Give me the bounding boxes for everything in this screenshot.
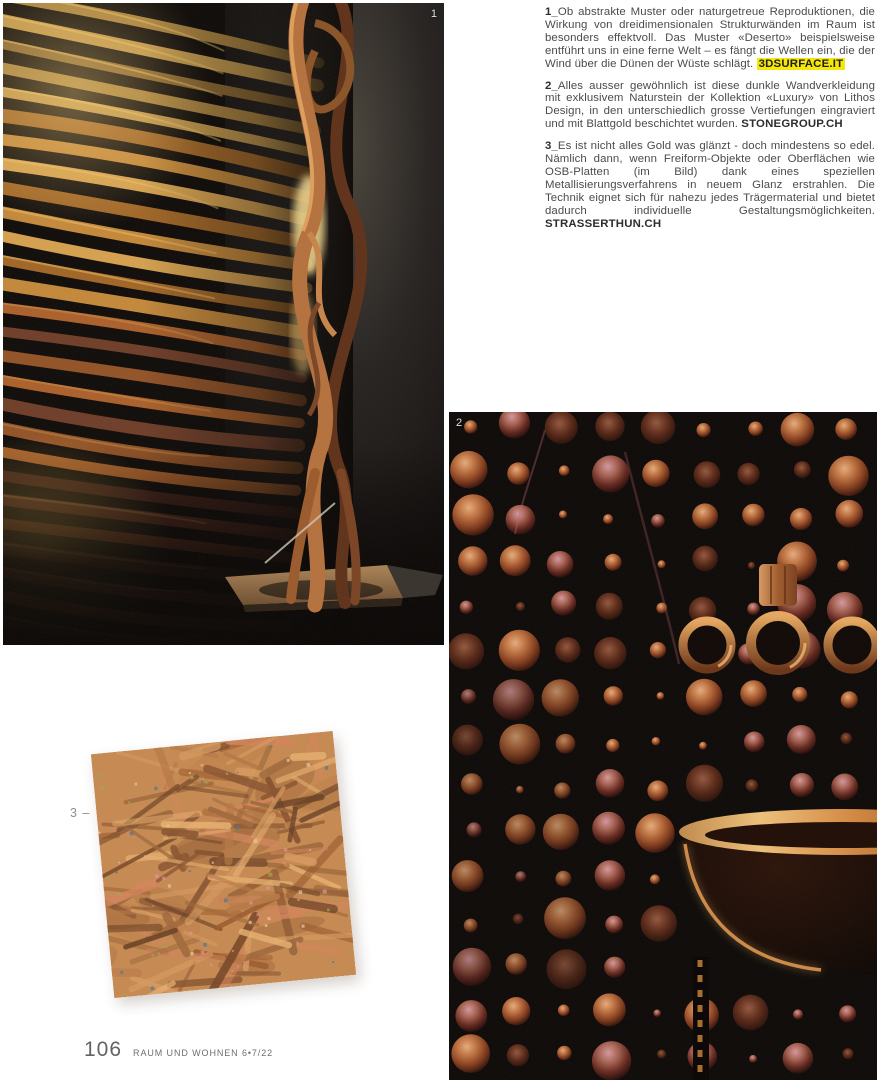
figure-1-photo <box>3 3 444 645</box>
caption-1 <box>545 6 875 71</box>
caption-1-brand-highlighted: 3DSURFACE.IT <box>758 57 844 70</box>
caption-2 <box>545 80 875 132</box>
slat-wall-sculpture-image <box>3 3 444 645</box>
figure-3-photo <box>91 731 356 998</box>
caption-2-brand: STONEGROUP.CH <box>741 118 843 131</box>
caption-3-number: 3_ <box>545 140 558 153</box>
magazine-issue: RAUM UND WOHNEN 6•7/22 <box>133 1048 274 1058</box>
caption-column <box>545 6 875 240</box>
caption-2-number: 2_ <box>545 79 558 92</box>
caption-3-text: Es ist nicht alles Gold was glänzt - doch mindestens so edel. Nämlich dann, wenn Freiform-Objekte oder Oberflächen wie OSB-Platten (im Bild) dank eines speziellen Metallisierungsverfahrens in neuem Glanz erstrahlen. Die Technik eignet sich für nahezu jedes Trägermaterial und bietet dadurch individuelle Gestaltungsmöglichkeiten. <box>545 140 875 217</box>
figure-2-photo <box>449 412 877 1080</box>
page-number: 106 <box>84 1038 123 1061</box>
caption-1-number: 1_ <box>545 6 558 18</box>
caption-3-brand: STRASSERTHUN.CH <box>545 217 662 230</box>
metallised-osb-panel-image <box>91 731 356 998</box>
figure-1-number: 1 <box>430 8 437 20</box>
page-footer <box>84 1038 273 1062</box>
figure-3-marker: 3 – <box>70 806 91 820</box>
figure-2-number: 2 <box>456 417 463 429</box>
caption-2-text: Alles ausser gewöhnlich ist diese dunkle Wandverkleidung mit exklusivem Naturstein der Kollektion «Luxury» von Lithos Design, in den unterschiedlich grosse Vertiefungen eingraviert und mit Blattgold beschichtet wurden. <box>545 79 875 131</box>
caption-3 <box>545 140 875 230</box>
gold-dot-wall-basin-image <box>449 412 877 1080</box>
caption-1-text: Ob abstrakte Muster oder naturgetreue Reproduktionen, die Wirkung von dreidimensionalen Strukturwänden im Raum ist besonders effektvoll. Das Muster «Deserto» beispielsweise entführt uns in eine ferne Welt – es fängt die Wellen ein, die der Wind über die Dünen der Wüste schlägt. <box>545 6 875 70</box>
